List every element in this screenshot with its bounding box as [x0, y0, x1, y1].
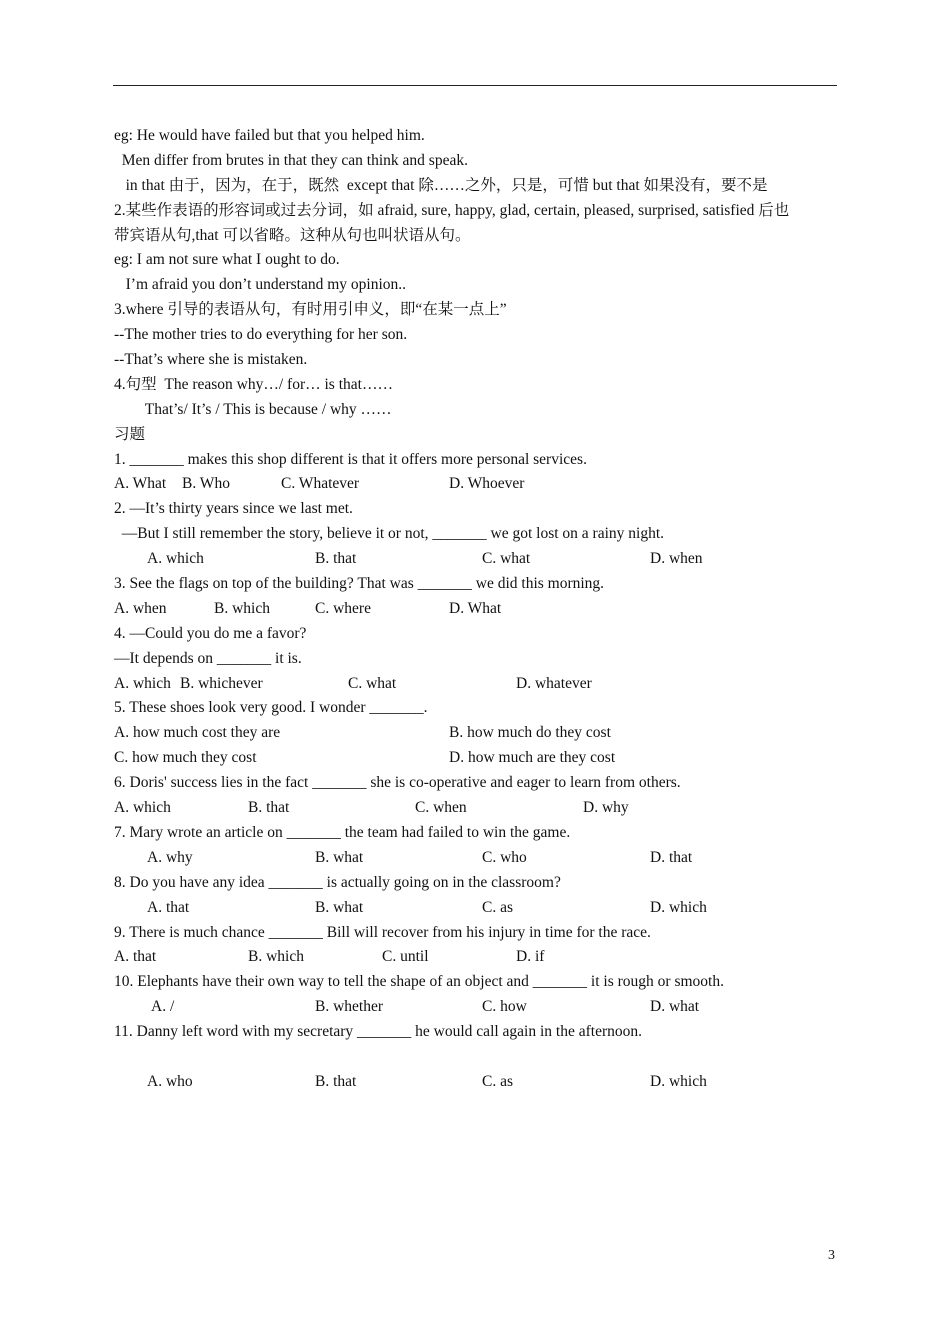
- option-d: D. which: [650, 1072, 707, 1090]
- option-d: D. which: [650, 898, 707, 916]
- page-number: 3: [828, 1248, 835, 1263]
- question-stem: 4. —Could you do me a favor?: [114, 624, 307, 642]
- question-stem: 11. Danny left word with my secretary _______ he would call again in the afternoon.: [114, 1023, 642, 1041]
- example-line: eg: I am not sure what I ought to do.: [114, 251, 340, 269]
- option-d: D. Whoever: [449, 475, 525, 493]
- option-c: C. when: [415, 799, 467, 817]
- option-a: A. who: [147, 1072, 193, 1090]
- option-c: C. what: [348, 674, 397, 692]
- option-b: B. whether: [315, 998, 384, 1016]
- question-options: [114, 597, 838, 622]
- option-d: D. What: [449, 599, 502, 617]
- question-stem: 3. See the flags on top of the building? That was _______ we did this morning.: [114, 575, 605, 593]
- question-options: [114, 945, 838, 970]
- question-stem: 1. _______ makes this shop different is that it offers more personal services.: [114, 450, 587, 468]
- option-a: A. when: [114, 599, 167, 617]
- option-b: B. what: [315, 898, 364, 916]
- question-stem: —It depends on _______ it is.: [114, 649, 302, 667]
- option-a: A. which: [147, 550, 204, 568]
- option-a: A. that: [147, 898, 190, 916]
- option-c: C. how much they cost: [114, 749, 257, 767]
- rule-4-line: That’s/ It’s / This is because / why ……: [114, 400, 392, 418]
- option-d: D. how much are they cost: [449, 749, 616, 767]
- option-d: D. when: [650, 550, 703, 568]
- rule-4-line: 4.句型 The reason why…/ for… is that……: [114, 375, 393, 393]
- option-c: C. as: [482, 898, 513, 916]
- rule-3-line: 3.where 引导的表语从句，有时用引申义，即“在某一点上”: [114, 301, 507, 319]
- example-line: I’m afraid you don’t understand my opinion..: [114, 276, 407, 294]
- question-stem: 5. These shoes look very good. I wonder _______.: [114, 699, 428, 717]
- option-a: A. that: [114, 948, 157, 966]
- option-a: A. What: [114, 475, 167, 493]
- question-options: [114, 721, 838, 746]
- option-c: C. how: [482, 998, 527, 1016]
- question-options: [114, 896, 838, 921]
- question-options: [114, 746, 838, 771]
- option-c: C. where: [315, 599, 371, 617]
- example-line: eg: He would have failed but that you helped him.: [114, 127, 425, 144]
- question-stem: 10. Elephants have their own way to tell the shape of an object and _______ it is rough or smooth.: [114, 973, 724, 991]
- dialogue-line: --The mother tries to do everything for her son.: [114, 326, 408, 344]
- option-a: A. which: [114, 799, 171, 817]
- blank-line: [114, 1045, 838, 1070]
- question-options: [114, 796, 838, 821]
- option-a: A. /: [151, 998, 175, 1016]
- option-a: A. which: [114, 674, 171, 692]
- example-line: Men differ from brutes in that they can think and speak.: [114, 151, 468, 169]
- question-options: [114, 1070, 838, 1095]
- option-b: B. that: [315, 1072, 357, 1090]
- question-stem: 7. Mary wrote an article on _______ the team had failed to win the game.: [114, 823, 571, 841]
- option-b: B. whichever: [180, 674, 263, 692]
- rule-2-line: 带宾语从句,that 可以省略。这种从句也叫状语从句。: [114, 226, 471, 244]
- option-b: B. what: [315, 848, 364, 866]
- page-content: [114, 124, 838, 1095]
- option-d: D. what: [650, 998, 700, 1016]
- question-options: [114, 547, 838, 572]
- option-b: B. that: [315, 550, 357, 568]
- option-a: A. how much cost they are: [114, 724, 281, 742]
- definition-line: in that 由于，因为，在于，既然 except that 除……之外，只是，可惜 but that 如果没有，要不是: [114, 176, 768, 194]
- option-b: B. which: [248, 948, 304, 966]
- option-b: B. Who: [182, 475, 230, 493]
- option-c: C. Whatever: [281, 475, 360, 493]
- question-options: [114, 672, 838, 697]
- question-options: [114, 846, 838, 871]
- option-a: A. why: [147, 848, 193, 866]
- question-stem: —But I still remember the story, believe it or not, _______ we got lost on a rainy night.: [114, 525, 665, 543]
- option-b: B. which: [214, 599, 270, 617]
- question-stem: 2. —It’s thirty years since we last met.: [114, 500, 353, 518]
- exercise-title: 习题: [114, 425, 146, 443]
- option-d: D. why: [583, 799, 629, 817]
- option-b: B. that: [248, 799, 290, 817]
- option-c: C. who: [482, 848, 527, 866]
- question-stem: 8. Do you have any idea _______ is actually going on in the classroom?: [114, 873, 561, 891]
- rule-2-line: 2.某些作表语的形容词或过去分词，如 afraid, sure, happy, glad, certain, pleased, surprised, satisfied 后也: [114, 201, 790, 219]
- header-rule: [113, 85, 837, 86]
- question-stem: 6. Doris' success lies in the fact _______ she is co-operative and eager to learn from others.: [114, 774, 681, 792]
- question-options: [114, 472, 838, 497]
- option-c: C. until: [382, 948, 429, 966]
- option-b: B. how much do they cost: [449, 724, 611, 742]
- option-d: D. if: [516, 948, 545, 966]
- option-c: C. what: [482, 550, 531, 568]
- question-options: [114, 995, 838, 1020]
- option-d: D. whatever: [516, 674, 592, 692]
- option-c: C. as: [482, 1072, 513, 1090]
- dialogue-line: --That’s where she is mistaken.: [114, 351, 308, 369]
- option-d: D. that: [650, 848, 693, 866]
- question-stem: 9. There is much chance _______ Bill will recover from his injury in time for the race.: [114, 923, 651, 941]
